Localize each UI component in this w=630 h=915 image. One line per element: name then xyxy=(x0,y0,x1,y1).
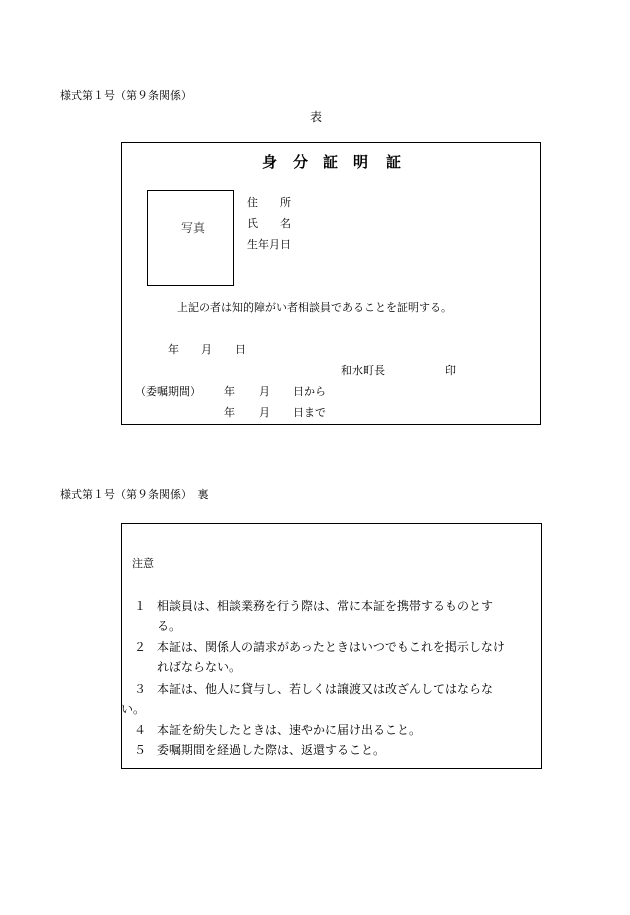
notice-item-number: ５ xyxy=(134,743,147,757)
notice-item-number: １ xyxy=(134,599,147,613)
issue-date-month: 月 xyxy=(201,343,212,356)
notice-title: 注意 xyxy=(132,557,154,570)
card-title-char: 証 xyxy=(386,153,402,171)
issuer: 和水町長 xyxy=(341,364,385,377)
field-name-label: 氏 名 xyxy=(247,217,291,230)
notice-item-number: ４ xyxy=(134,723,147,737)
card-title-char: 身 xyxy=(262,153,278,171)
period-to-day: 日まで xyxy=(293,406,326,419)
notice-item-text: 本証は、他人に貸与し、若しくは譲渡又は改ざんしてはならな xyxy=(157,682,494,696)
period-to-month: 月 xyxy=(259,406,270,419)
notice-item-text: 委嘱期間を経過した際は、返還すること。 xyxy=(157,743,386,757)
notice-item-text-cont: る。 xyxy=(157,619,182,633)
notice-item-text-cont: ればならない。 xyxy=(157,660,242,674)
period-from-day: 日から xyxy=(293,385,326,398)
period-from-month: 月 xyxy=(259,385,270,398)
seal: 印 xyxy=(445,364,456,377)
notice-item-number: ３ xyxy=(134,682,147,696)
notice-item-text: 本証は、関係人の請求があったときはいつでもこれを掲示しなけ xyxy=(157,640,505,654)
notice-item-number: ２ xyxy=(134,640,147,654)
card-title-char: 分 xyxy=(293,153,309,171)
card-title-char: 証 xyxy=(323,153,339,171)
certify-text: 上記の者は知的障がい者相談員であることを証明する。 xyxy=(177,301,452,314)
photo-box xyxy=(147,190,234,286)
card-title-char: 明 xyxy=(353,153,369,171)
front-card xyxy=(121,142,541,425)
photo-label: 写真 xyxy=(181,221,206,235)
field-birth-label: 生年月日 xyxy=(247,238,291,251)
notice-item-text: 相談員は、相談業務を行う際は、常に本証を携帯するものとす xyxy=(157,599,494,613)
issue-date-year: 年 xyxy=(168,343,179,356)
back-form-label: 様式第１号（第９条関係） 裏 xyxy=(60,488,209,501)
notice-item-text: 本証を紛失したときは、速やかに届け出ること。 xyxy=(157,723,422,737)
period-from-year: 年 xyxy=(224,385,235,398)
notice-item-text-cont: い。 xyxy=(121,702,146,716)
period-label: （委嘱期間） xyxy=(135,385,201,398)
field-address-label: 住 所 xyxy=(247,196,291,209)
front-side-label: 表 xyxy=(310,110,323,124)
front-form-label: 様式第１号（第９条関係） xyxy=(60,89,192,102)
back-card xyxy=(121,523,542,769)
issue-date-day: 日 xyxy=(235,343,246,356)
period-to-year: 年 xyxy=(224,406,235,419)
